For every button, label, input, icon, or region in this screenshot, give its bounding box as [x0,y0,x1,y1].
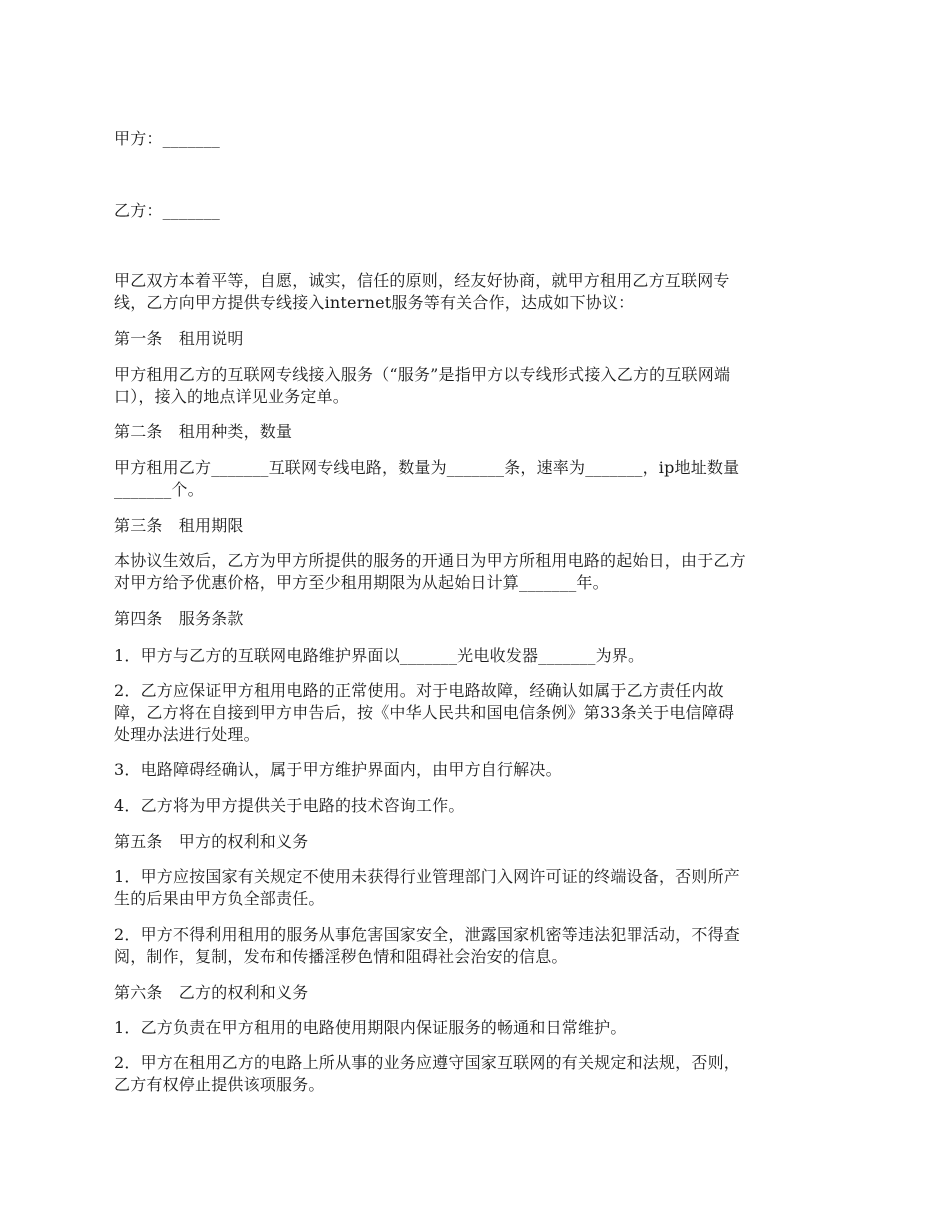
article5-title: 第五条 甲方的权利和义务 [114,832,309,851]
intro-line: 甲乙双方本着平等，自愿，诚实，信任的原则，经友好协商，就甲方租用乙方互联网专 [114,271,730,290]
article2-body [114,457,840,501]
article4-item-line: 处理办法进行处理。 [114,725,260,744]
article3-body [114,550,840,594]
article1-body [114,364,840,408]
article1-title: 第一条 租用说明 [114,329,244,348]
article1-line: 甲方租用乙方的互联网专线接入服务（“服务”是指甲方以专线形式接入乙方的互联网端 [114,365,731,384]
article6-title: 第六条 乙方的权利和义务 [114,983,309,1002]
article2-line: _______个。 [114,480,204,499]
article4-item-3 [114,759,840,781]
article4-title: 第四条 服务条款 [114,609,244,628]
article5-item-line: 2．甲方不得利用租用的服务从事危害国家安全，泄露国家机密等违法犯罪活动，不得查 [114,925,740,944]
article5-item-1 [114,866,840,910]
party-b-line: 乙方：_______ [114,201,221,220]
article2-line: 甲方租用乙方_______互联网专线电路，数量为_______条，速率为_______，ip地址数量 [114,458,740,477]
article4-item-line: 2．乙方应保证甲方租用电路的正常使用。对于电路故障，经确认如属于乙方责任内故 [114,681,724,700]
article3-line: 对甲方给予优惠价格，甲方至少租用期限为从起始日计算_______年。 [114,573,609,592]
party-a-line: 甲方：_______ [114,129,221,148]
article4-item-2 [114,680,840,746]
article4-item-1 [114,645,840,667]
article2-title: 第二条 租用种类，数量 [114,422,293,441]
article5-item-line: 阅，制作，复制，发布和传播淫秽色情和阻碍社会治安的信息。 [114,947,568,966]
article1-line: 口），接入的地点详见业务定单。 [114,387,350,406]
article6-item-line: 乙方有权停止提供该项服务。 [114,1075,325,1094]
article4-item-4 [114,795,840,817]
article3-line: 本协议生效后，乙方为甲方所提供的服务的开通日为甲方所租用电路的起始日，由于乙方 [114,551,746,570]
article6-item-1 [114,1017,840,1039]
article5-item-line: 1．甲方应按国家有关规定不使用未获得行业管理部门入网许可证的终端设备，否则所产 [114,867,740,886]
article4-item-line: 障，乙方将在自接到甲方申告后，按《中华人民共和国电信条例》第33条关于电信障碍 [114,703,735,722]
article6-item-line: 1．乙方负责在甲方租用的电路使用期限内保证服务的畅通和日常维护。 [114,1018,627,1037]
article5-item-2 [114,924,840,968]
article6-item-line: 2．甲方在租用乙方的电路上所从事的业务应遵守国家互联网的有关规定和法规，否则， [114,1053,740,1072]
article4-item-line: 1．甲方与乙方的互联网电路维护界面以_______光电收发器_______为界。 [114,646,645,665]
intro-paragraph [114,270,840,314]
article6-item-2 [114,1052,840,1096]
article5-item-line: 生的后果由甲方负全部责任。 [114,889,325,908]
article4-item-line: 4．乙方将为甲方提供关于电路的技术咨询工作。 [114,796,465,815]
article4-item-line: 3．电路障碍经确认，属于甲方维护界面内，由甲方自行解决。 [114,760,562,779]
article3-title: 第三条 租用期限 [114,516,244,535]
intro-line: 线，乙方向甲方提供专线接入internet服务等有关合作，达成如下协议： [114,293,635,312]
